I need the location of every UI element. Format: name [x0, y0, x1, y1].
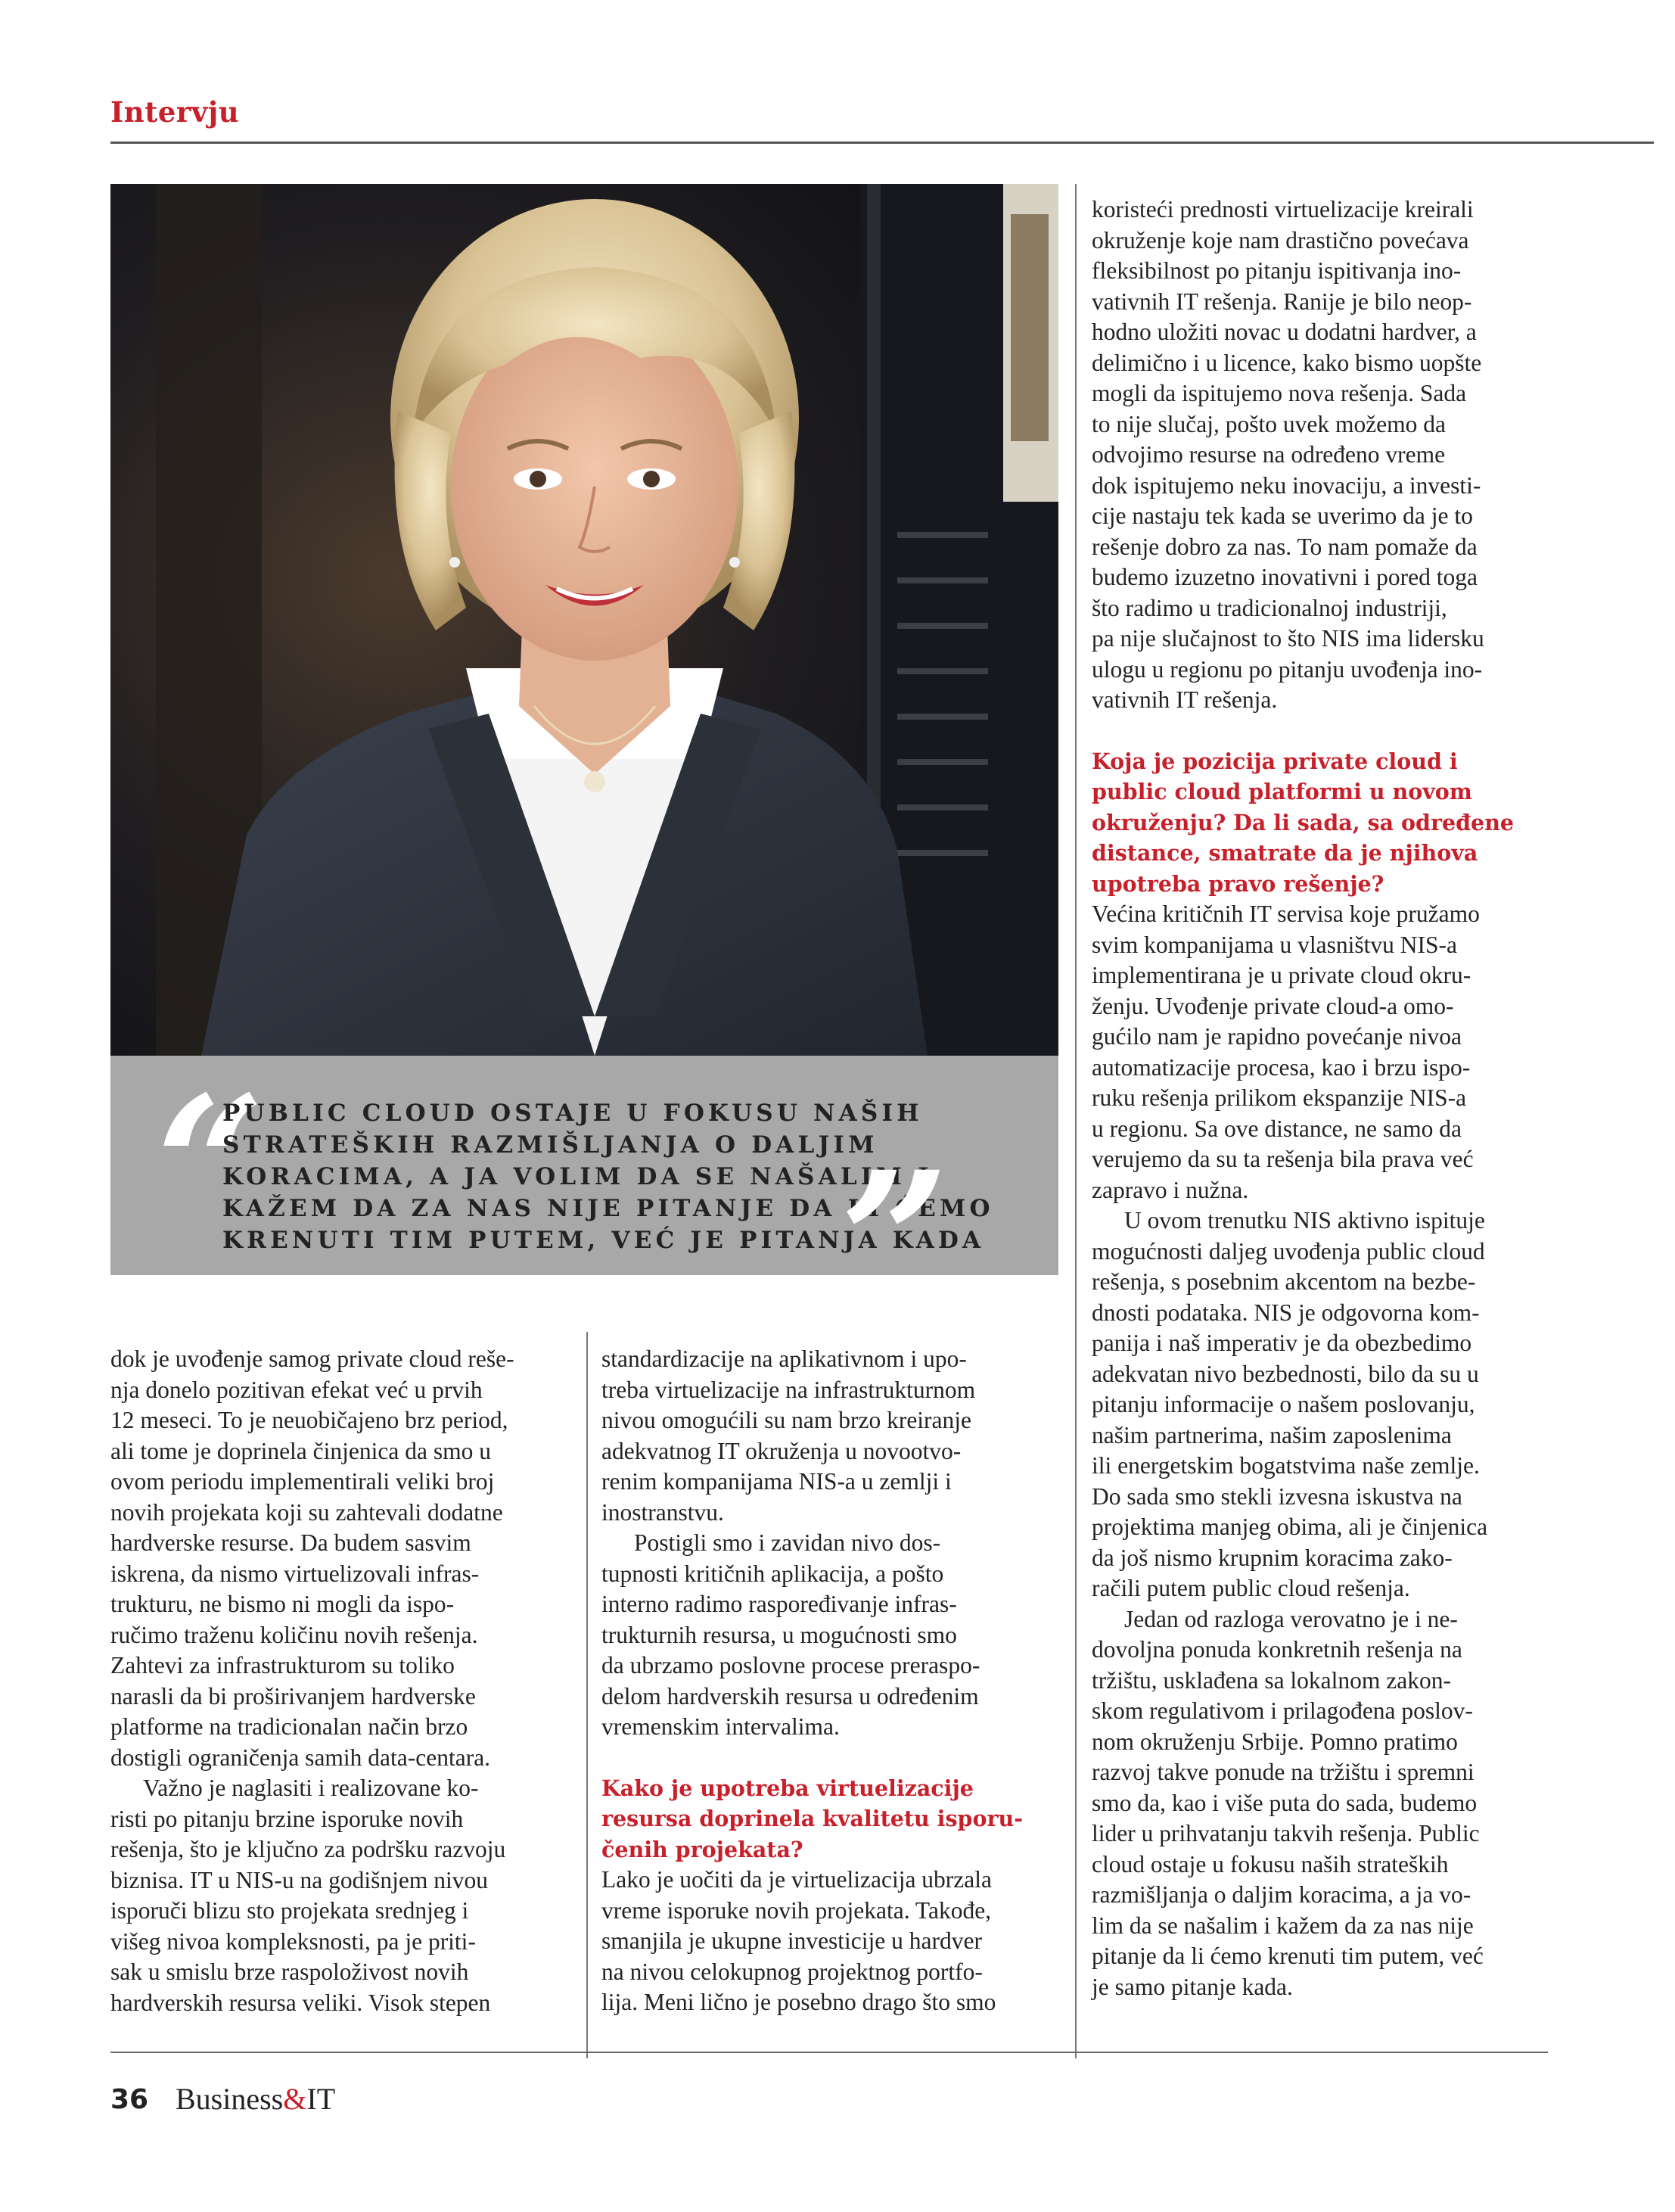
text-line: rešenje dobro za nas. To nam pomaže da	[1092, 533, 1478, 560]
text-line: čenih projekata?	[601, 1836, 803, 1862]
text-line: hodno uložiti novac u dodatni hardver, a	[1092, 319, 1477, 345]
text-line: projektima manjeg obima, ali je činjenica	[1092, 1514, 1488, 1540]
column-1	[110, 1344, 542, 2018]
text-line: hardverskih resursa veliki. Visok stepen	[110, 1989, 491, 2016]
page-number: 36	[110, 2084, 149, 2115]
pull-quote	[110, 1056, 1058, 1275]
text-line: Lako je uočiti da je virtuelizacija ubrzala	[601, 1866, 992, 1893]
text-line: u regionu. Sa ove distance, ne samo da	[1092, 1115, 1462, 1142]
text-line: Važno je naglasiti i realizovane ko-	[143, 1775, 479, 1801]
text-line: pa nije slučajnost to što NIS ima lidersku	[1092, 625, 1484, 652]
text-line: svim kompanijama u vlasništvu NIS-a	[1092, 931, 1457, 958]
text-line: tupnosti kritičnih aplikacija, a pošto	[601, 1560, 944, 1587]
text-line: adekvatan nivo bezbednosti, bilo da su u	[1092, 1360, 1479, 1387]
text-line: mogli da ispitujemo nova rešenja. Sada	[1092, 380, 1467, 406]
text-line: vremenskim intervalima.	[601, 1713, 840, 1740]
text-line: skom regulativom i prilagođena poslov-	[1092, 1697, 1473, 1724]
text-line: automatizacije procesa, kao i brzu ispo-	[1092, 1053, 1471, 1081]
text-line: pitanju informacije o našem poslovanju,	[1092, 1391, 1475, 1417]
text-line: Postigli smo i zavidan nivo dos-	[634, 1529, 941, 1556]
text-line: pitanje da li ćemo krenuti tim putem, već	[1092, 1943, 1484, 1969]
close-quote-mark: ”	[841, 1130, 949, 1275]
text-line: public cloud platformi u novom	[1092, 779, 1472, 804]
text-line: da ubrzamo poslovne procese preraspo-	[601, 1652, 980, 1678]
text-line: dnosti podataka. NIS je odgovorna kom-	[1092, 1299, 1480, 1326]
text-line: Većina kritičnih IT servisa koje pružamo	[1092, 901, 1480, 927]
text-line: rešenja, s posebnim akcentom na bezbe-	[1092, 1268, 1476, 1295]
pull-quote-text: PUBLIC CLOUD OSTAJE U FOKUSU NAŠIH STRATEŠKIH RAZMIŠLJANJA O DALJIM KORACIMA, A JA VOLIM DA SE NAŠALIM I KAŽEM DA ZA NAS NIJE PITANJE DA LI ĆEMO KRENUTI TIM PUTEM, VEĆ JE PITANJA KADA	[222, 1100, 994, 1254]
col2-question	[601, 1773, 1048, 1865]
text-line: razvoj takve ponude na tržištu i spremni	[1092, 1759, 1475, 1785]
text-line: tržištu, usklađena sa lokalnom zakon-	[1092, 1666, 1451, 1694]
text-line: našim partnerima, našim zaposlenima	[1092, 1421, 1452, 1448]
text-line: vativnih IT rešenja. Ranije je bilo neop-	[1092, 288, 1472, 315]
col3-paragraph-1	[1092, 194, 1652, 716]
col3-question	[1092, 746, 1652, 900]
text-line: cloud ostaje u fokusu naših strateških	[1092, 1850, 1449, 1878]
text-line: odvojimo resurse na određeno vreme	[1092, 441, 1446, 468]
text-line: smo da, kao i više puta do sada, budemo	[1092, 1789, 1478, 1816]
text-line: gućilo nam je rapidno povećanje nivoa	[1092, 1023, 1462, 1050]
column-3	[1092, 194, 1652, 2002]
col2-paragraph-3	[601, 1865, 1048, 2018]
text-line: panija i naš imperativ je da obezbedimo	[1092, 1330, 1472, 1356]
text-line: dovoljna ponuda konkretnih rešenja na	[1092, 1636, 1462, 1663]
text-line: dok je uvođenje samog private cloud reše-	[110, 1346, 514, 1372]
text-line: U ovom trenutku NIS aktivno ispituje	[1124, 1207, 1485, 1234]
portrait-photo	[110, 184, 1058, 1056]
text-line: sak u smislu brze raspoloživost novih	[110, 1958, 469, 1985]
text-line: ženju. Uvođenje private cloud-a omo-	[1092, 992, 1454, 1019]
text-line: treba virtuelizacije na infrastrukturnom	[601, 1376, 976, 1403]
text-line: isporuči blizu sto projekata srednjeg i	[110, 1897, 469, 1924]
text-line: to nije slučaj, pošto uvek možemo da	[1092, 410, 1447, 437]
column-2	[601, 1344, 1048, 2018]
text-line: resursa doprinela kvalitetu isporu-	[601, 1806, 1024, 1831]
col1-paragraph-1	[110, 1344, 542, 1773]
text-line: zapravo i nužna.	[1092, 1176, 1249, 1203]
column-divider	[1075, 184, 1077, 2058]
magazine-name	[176, 2081, 335, 2117]
col2-paragraph-2	[601, 1528, 1048, 1743]
text-line: trukturu, ne bismo ni mogli da ispo-	[110, 1591, 455, 1617]
text-line: vreme isporuke novih projekata. Takođe,	[601, 1896, 992, 1924]
text-line: ručimo traženu količinu novih rešenja.	[110, 1621, 478, 1648]
text-line: okruženje koje nam drastično povećava	[1092, 226, 1469, 254]
text-line: hardverske resurse. Da budem sasvim	[110, 1529, 471, 1556]
text-line: platforme na tradicionalan način brzo	[110, 1713, 468, 1740]
header-rule	[110, 142, 1654, 144]
text-line: dok ispitujemo neku inovaciju, a investi-	[1092, 471, 1481, 499]
text-line: vativnih IT rešenja.	[1092, 686, 1278, 713]
text-line: dostigli ograničenja samih data-centara.	[110, 1744, 491, 1771]
text-line: na nivou celokupnog projektnog portfo-	[601, 1958, 983, 1985]
text-line: Kako je upotreba virtuelizacije	[601, 1775, 974, 1801]
section-label: Intervju	[110, 95, 240, 129]
text-line: okruženju? Da li sada, sa određene	[1092, 809, 1515, 835]
text-line: lija. Meni lično je posebno drago što smo	[601, 1989, 996, 2015]
text-line: adekvatnog IT okruženja u novootvo-	[601, 1437, 962, 1464]
text-line: ili energetskim bogatstvima naše zemlje.	[1092, 1452, 1480, 1479]
text-line: Zahtevi za infrastrukturom su toliko	[110, 1652, 455, 1678]
text-line: višeg nivoa kompleksnosti, pa je priti-	[110, 1927, 476, 1955]
col2-paragraph-1	[601, 1344, 1048, 1528]
text-line: trukturnih resursa, u mogućnosti smo	[601, 1621, 957, 1648]
col3-paragraph-2	[1092, 899, 1652, 1206]
text-line: mogućnosti daljeg uvođenja public cloud	[1092, 1237, 1485, 1265]
column-divider	[586, 1332, 588, 2058]
text-line: lim da se našalim i kažem da za nas nije	[1092, 1912, 1474, 1939]
text-line: lider u prihvatanju takvih rešenja. Public	[1092, 1820, 1480, 1846]
text-line: interno radimo raspoređivanje infras-	[601, 1591, 957, 1617]
text-line: ovom periodu implementirali veliki broj	[110, 1468, 495, 1495]
magazine-ampersand: &	[283, 2082, 307, 2116]
text-line: cije nastaju tek kada se uverimo da je to	[1092, 502, 1473, 529]
col3-paragraph-3	[1092, 1206, 1652, 1604]
text-line: rešenja, što je ključno za podršku razvoju	[110, 1836, 506, 1862]
text-line: verujemo da su ta rešenja bila prava već	[1092, 1146, 1474, 1172]
magazine-name-part2: IT	[306, 2082, 336, 2116]
text-line: delimično i u licence, kako bismo uopšte	[1092, 349, 1482, 376]
text-line: Do sada smo stekli izvesna iskustva na	[1092, 1482, 1462, 1510]
magazine-name-part1: Business	[176, 2082, 284, 2116]
text-line: risti po pitanju brzine isporuke novih	[110, 1805, 464, 1832]
text-line: distance, smatrate da je njihova	[1092, 840, 1478, 866]
text-line: narasli da bi proširivanjem hardverske	[110, 1682, 476, 1710]
text-line: da još nismo krupnim koracima zako-	[1092, 1544, 1453, 1571]
text-line: Jedan od razloga verovatno je i ne-	[1124, 1605, 1458, 1632]
text-line: ulogu u regionu po pitanju uvođenja ino-	[1092, 655, 1483, 683]
open-quote-mark: “	[156, 1056, 265, 1275]
text-line: nivou omogućili su nam brzo kreiranje	[601, 1407, 972, 1433]
text-line: biznisa. IT u NIS-u na godišnjem nivou	[110, 1866, 488, 1893]
text-line: 12 meseci. To je neuobičajeno brz period,	[110, 1407, 508, 1433]
text-line: novih projekata koji su zahtevali dodatne	[110, 1498, 503, 1526]
text-line: nja donelo pozitivan efekat već u prvih	[110, 1376, 483, 1403]
text-line: nom okruženju Srbije. Pomno pratimo	[1092, 1728, 1458, 1755]
text-line: inostranstvu.	[601, 1498, 724, 1526]
text-line: razmišljanja o daljim koracima, a ja vo-	[1092, 1881, 1471, 1908]
text-line: ali tome je doprinela činjenica da smo u	[110, 1437, 491, 1464]
text-line: budemo izuzetno inovativni i pored toga	[1092, 564, 1478, 590]
col1-paragraph-2	[110, 1773, 542, 2018]
text-line: renim kompanijama NIS-a u zemlji i	[601, 1468, 952, 1495]
text-line: račili putem public cloud rešenja.	[1092, 1575, 1410, 1601]
text-line: implementirana je u private cloud okru-	[1092, 962, 1471, 988]
text-line: fleksibilnost po pitanju ispitivanja ino-	[1092, 257, 1462, 284]
text-line: koristeći prednosti virtuelizacije kreirali	[1092, 196, 1474, 222]
text-line: standardizacije na aplikativnom i upo-	[601, 1346, 967, 1372]
text-line: smanjila je ukupne investicije u hardver	[601, 1927, 982, 1954]
text-line: što radimo u tradicionalnoj industriji,	[1092, 594, 1447, 621]
text-line: Koja je pozicija private cloud i	[1092, 748, 1458, 774]
text-line: je samo pitanje kada.	[1092, 1973, 1293, 2000]
text-line: delom hardverskih resursa u određenim	[601, 1682, 979, 1710]
text-line: upotreba pravo rešenje?	[1092, 870, 1384, 897]
text-line: iskrena, da nismo virtuelizovali infras-	[110, 1560, 480, 1587]
footer-rule	[110, 2052, 1548, 2053]
col3-paragraph-4	[1092, 1604, 1652, 2003]
text-line: ruku rešenja prilikom ekspanzije NIS-a	[1092, 1084, 1467, 1111]
